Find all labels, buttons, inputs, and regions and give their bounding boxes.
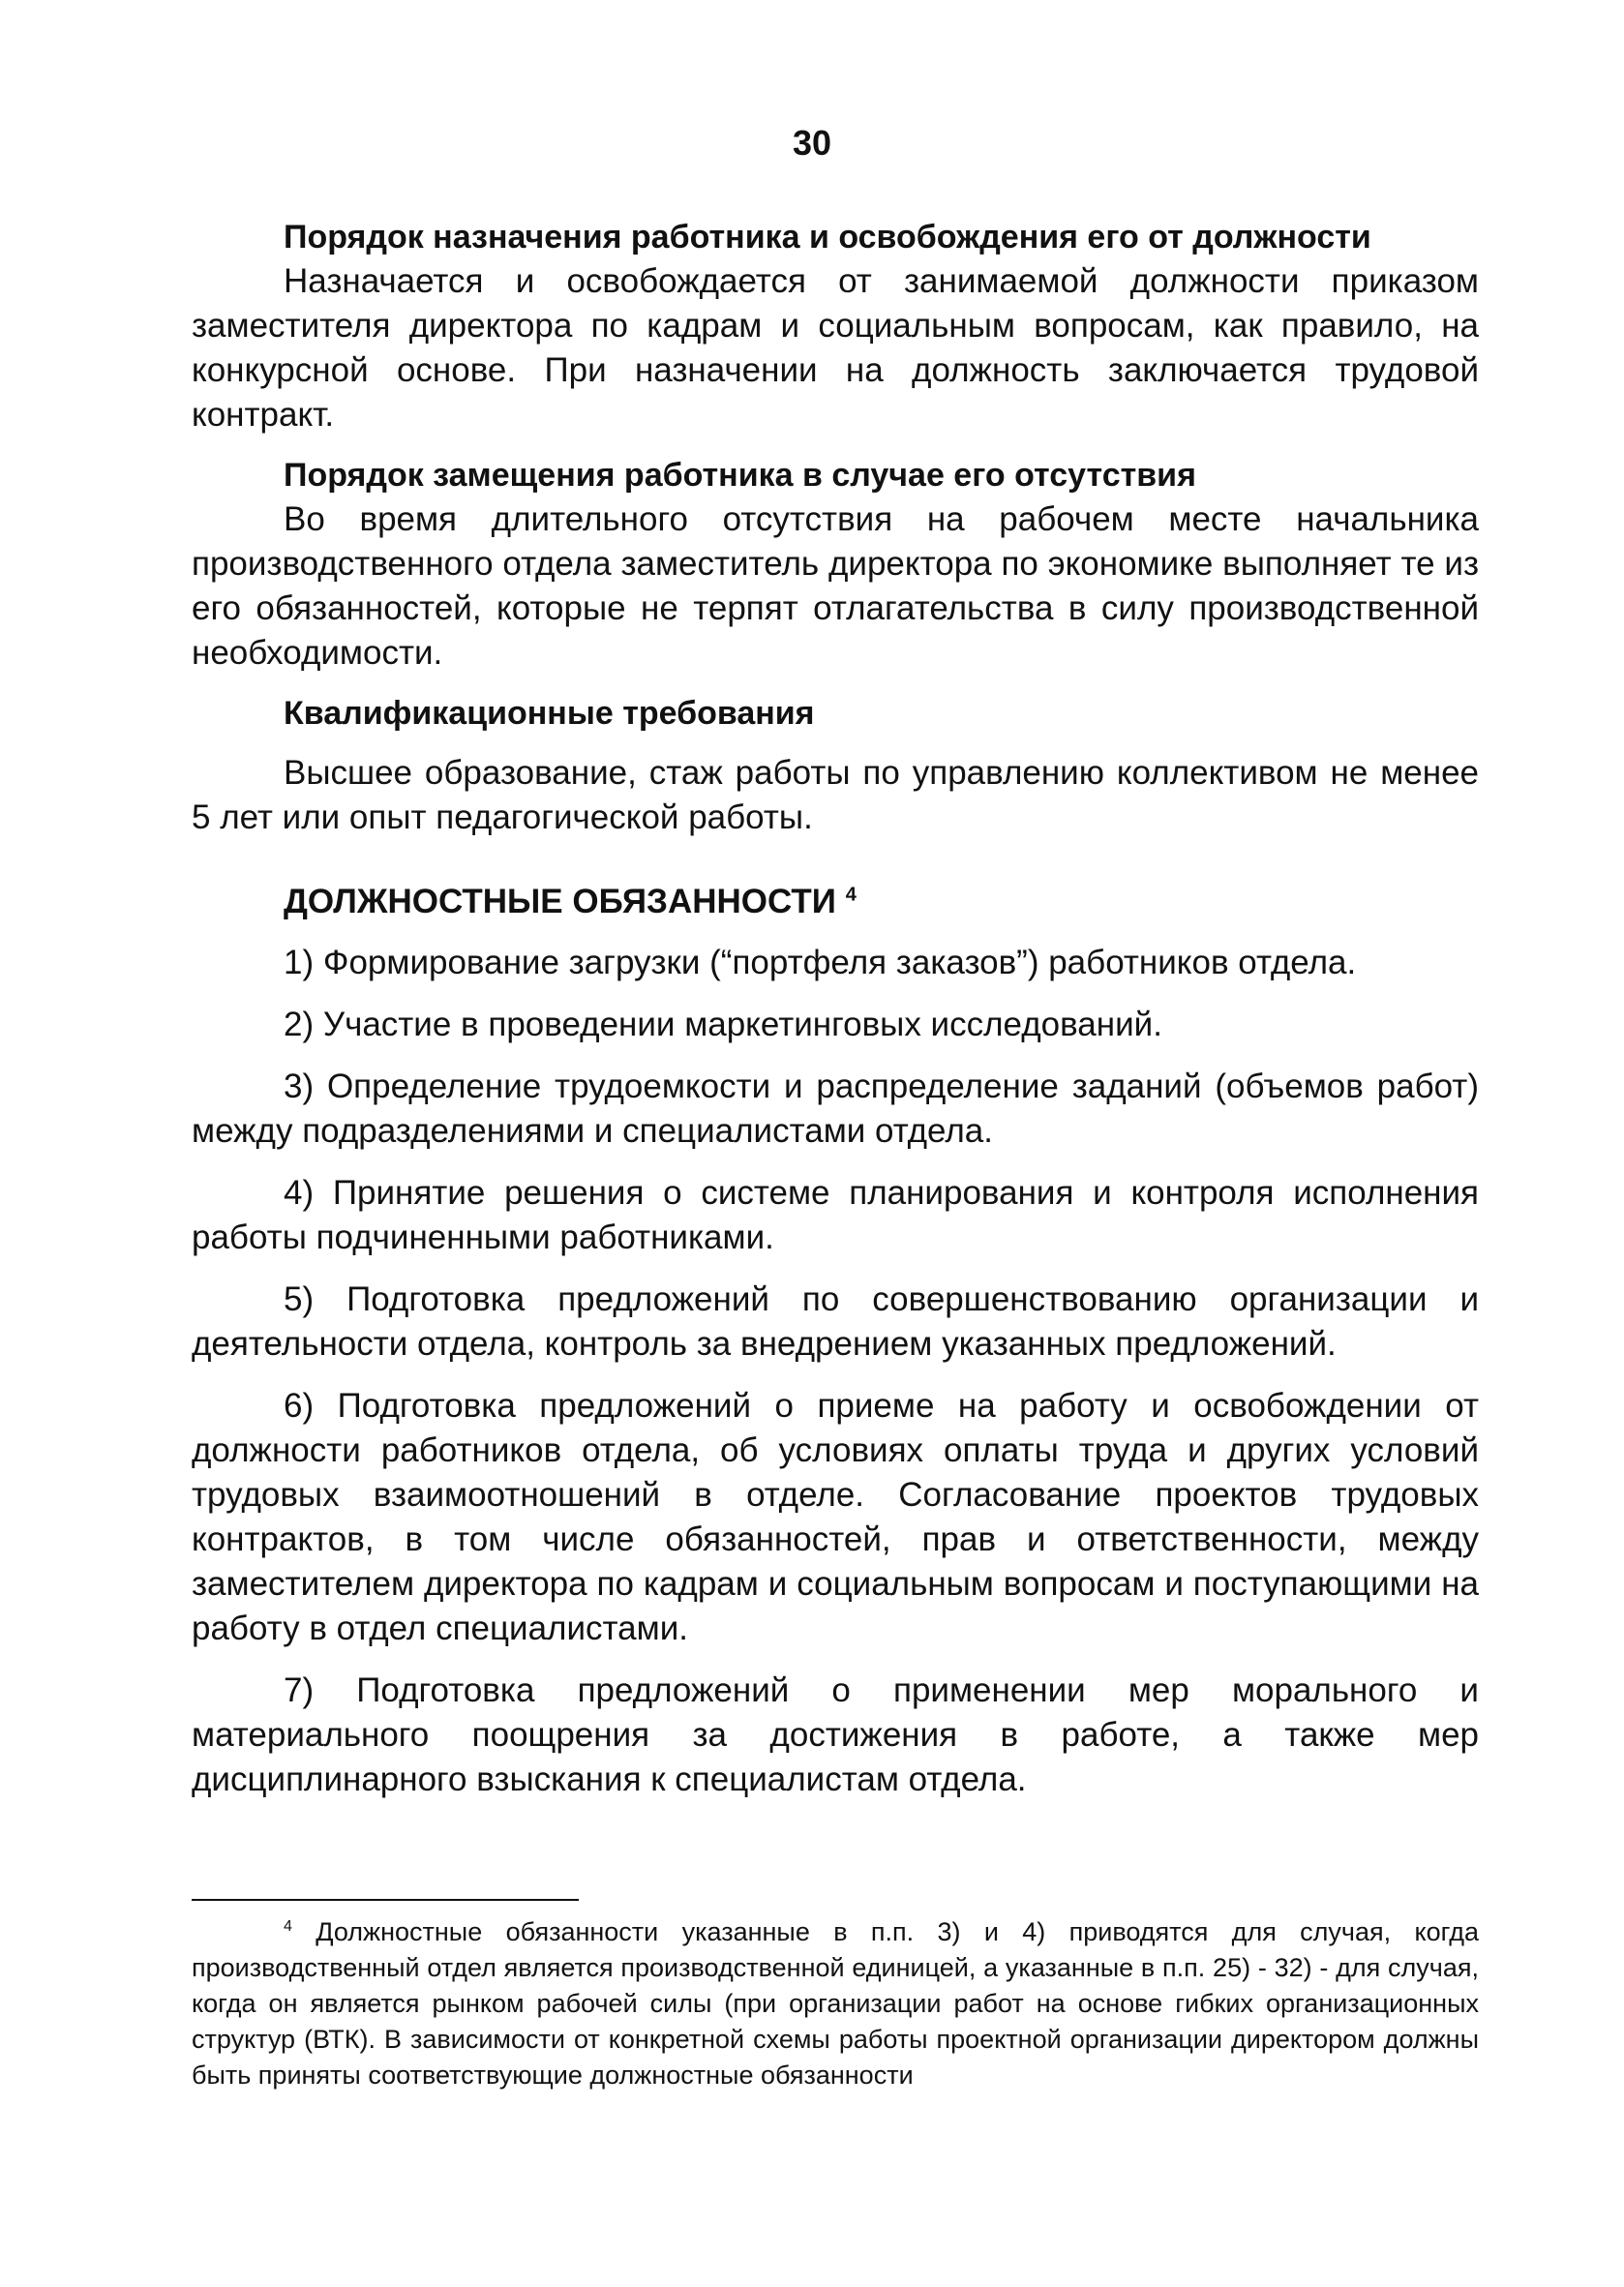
duty-item: 1) Формирование загрузки (“портфеля заказов”) работников отдела.	[284, 944, 1357, 981]
spacer	[192, 840, 1479, 879]
spacer	[192, 736, 1479, 751]
section-heading-appointment: Порядок назначения работника и освобождения его от должности	[284, 219, 1371, 256]
duties-footnote-mark: 4	[845, 884, 857, 906]
spacer	[192, 925, 1479, 941]
main-content	[192, 215, 1479, 1820]
duty-item: 2) Участие в проведении маркетинговых исследований.	[284, 1006, 1162, 1043]
spacer	[192, 437, 1479, 453]
page-number: 30	[792, 123, 832, 163]
duty-item: 7) Подготовка предложений о применении мер морального и материального поощрения за достижения в работе, а также мер дисциплинарного взыскания к специалистам отдела.	[192, 1671, 1479, 1798]
footnote-text: Должностные обязанности указанные в п.п. 3) и 4) приводятся для случая, когда производственный отдел является производственной единицей, а указанные в п.п. 25) - 32) - для случая, когда он является рынком рабочей силы (при организации работ на основе гибких организационных структур (ВТК). В зависимости от конкретной схемы работы проектной организации директором должны быть приняты соответствующие должностные обязанности	[192, 1917, 1480, 2090]
section-text-substitution: Во время длительного отсутствия на рабочем месте начальника производственного отдела заместитель директора по экономике выполняет те из его обязанностей, которые не терпят отлагательства в силу производственной необходимости.	[192, 500, 1479, 672]
duty-item: 4) Принятие решения о системе планирования и контроля исполнения работы подчиненными работниками.	[192, 1174, 1479, 1256]
duties-heading-text: ДОЛЖНОСТНЫЕ ОБЯЗАННОСТИ	[284, 883, 836, 920]
section-text-appointment: Назначается и освобождается от занимаемой должности приказом заместителя директора по кадрам и социальным вопросам, как правило, на конкурсной основе. При назначении на должность заключается трудовой контракт.	[192, 262, 1479, 434]
duty-item: 6) Подготовка предложений о приеме на работу и освобождении от должности работников отдела, об условиях оплаты труда и других условий трудовых взаимоотношений в отделе. Согласование проектов трудовых контрактов, в том числе обязанностей, прав и ответственности, между заместителем директора по кадрам и социальным вопросам и поступающими на работу в отдел специалистами.	[192, 1387, 1479, 1647]
section-heading-substitution: Порядок замещения работника в случае его отсутствия	[284, 457, 1196, 494]
section-text-qualification: Высшее образование, стаж работы по управлению коллективом не менее 5 лет или опыт педагогической работы.	[192, 754, 1479, 836]
footnote-mark: 4	[284, 1918, 292, 1935]
footnote	[192, 1914, 1479, 2093]
duty-item: 5) Подготовка предложений по совершенствованию организации и деятельности отдела, контроль за внедрением указанных предложений.	[192, 1280, 1479, 1363]
footnote-divider	[192, 1899, 579, 1901]
duty-item: 3) Определение трудоемкости и распределение заданий (объемов работ) между подразделениями и специалистами отдела.	[192, 1068, 1479, 1150]
spacer	[192, 676, 1479, 691]
section-heading-qualification: Квалификационные требования	[284, 695, 815, 732]
duties-heading	[192, 879, 1479, 925]
